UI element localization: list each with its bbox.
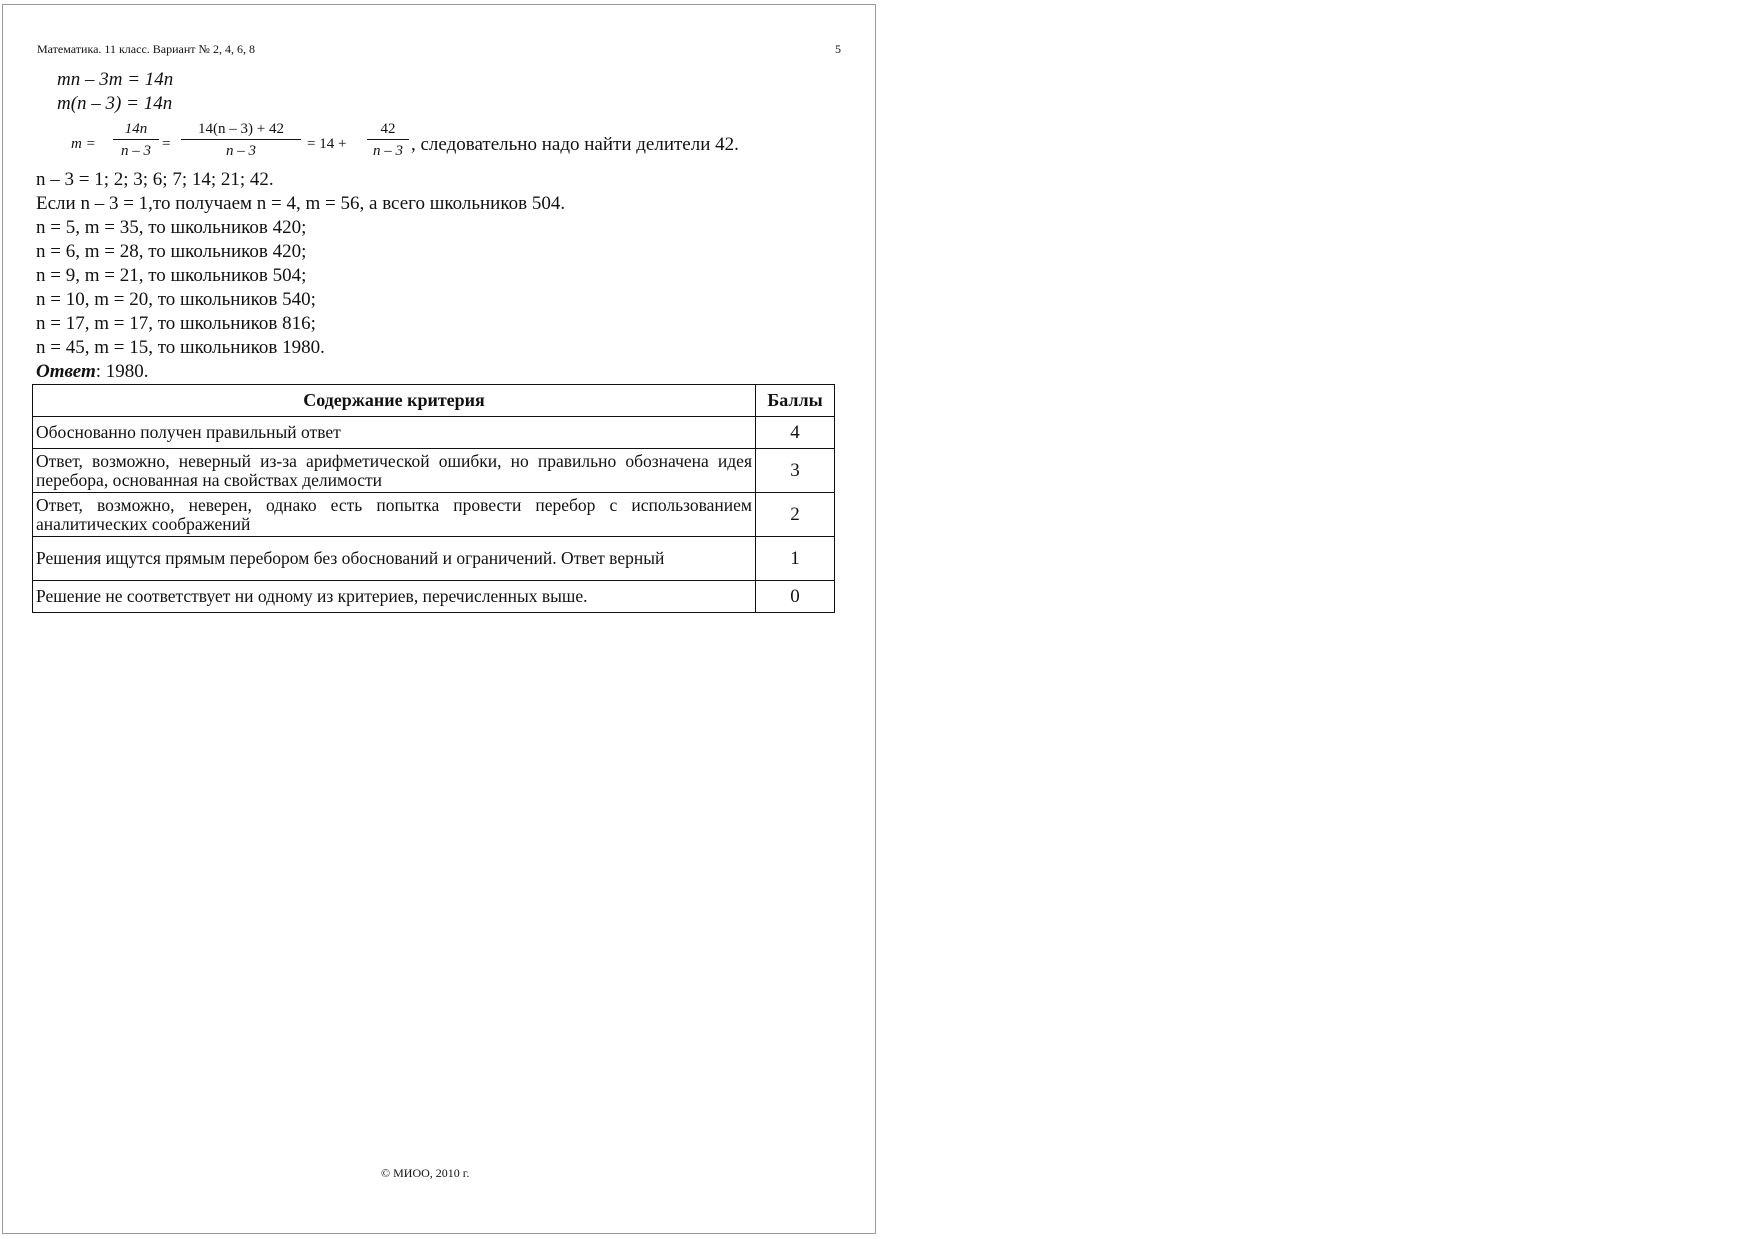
- fraction-3-numerator: 42: [367, 121, 409, 140]
- table-row: [33, 581, 835, 613]
- footer-copyright: © МИОО, 2010 г.: [381, 1166, 470, 1180]
- fraction-3: [367, 121, 409, 160]
- header-title: Математика. 11 класс. Вариант № 2, 4, 6, 8: [37, 42, 255, 56]
- criterion-points: 1: [756, 537, 835, 581]
- table-row: [33, 493, 835, 537]
- table-row: [33, 537, 835, 581]
- fraction-2-denominator: n – 3: [226, 143, 256, 159]
- answer-label: Ответ: [36, 361, 96, 382]
- case-line: n = 17, m = 17, то школьников 816;: [36, 313, 316, 334]
- fraction-1-denominator: n – 3: [121, 143, 151, 159]
- criterion-text: Ответ, возможно, неверный из-за арифметической ошибки, но правильно обозначена идея перебора, основанная на свойствах делимости: [33, 449, 756, 493]
- equation-m-label: m =: [71, 136, 96, 152]
- case-line: n = 45, m = 15, то школьников 1980.: [36, 337, 325, 358]
- table-row: [33, 449, 835, 493]
- table-row: [33, 417, 835, 449]
- case-line: n = 9, m = 21, то школьников 504;: [36, 265, 307, 286]
- header-points: Баллы: [756, 385, 835, 417]
- case-line: n = 5, m = 35, то школьников 420;: [36, 217, 307, 238]
- criterion-points: 3: [756, 449, 835, 493]
- fraction-1: [113, 121, 159, 160]
- fraction-1-numerator: 14n: [113, 121, 159, 140]
- criterion-text: Решения ищутся прямым перебором без обоснований и ограничений. Ответ верный: [33, 537, 756, 581]
- equation-1: mn – 3m = 14n: [57, 69, 174, 90]
- conclusion-text: , следовательно надо найти делители 42.: [411, 134, 739, 155]
- document-page: [2, 4, 876, 1234]
- answer-line: [36, 361, 149, 383]
- case-first: Если n – 3 = 1,то получаем n = 4, m = 56, а всего школьников 504.: [36, 193, 566, 214]
- header-criterion: Содержание критерия: [33, 385, 756, 417]
- criterion-text: Решение не соответствует ни одному из критериев, перечисленных выше.: [33, 581, 756, 613]
- case-line: n = 6, m = 28, то школьников 420;: [36, 241, 307, 262]
- page-number: 5: [835, 42, 841, 56]
- equation-2: m(n – 3) = 14n: [57, 93, 173, 114]
- equals-sign: =: [162, 136, 171, 152]
- criteria-table: [32, 384, 835, 613]
- table-header-row: [33, 385, 835, 417]
- fraction-3-denominator: n – 3: [373, 143, 403, 159]
- equals-14-plus: = 14 +: [307, 136, 347, 152]
- case-line: n = 10, m = 20, то школьников 540;: [36, 289, 316, 310]
- divisors-line: n – 3 = 1; 2; 3; 6; 7; 14; 21; 42.: [36, 169, 274, 190]
- fraction-2-numerator: 14(n – 3) + 42: [181, 121, 301, 140]
- criterion-points: 2: [756, 493, 835, 537]
- criterion-text: Обоснованно получен правильный ответ: [33, 417, 756, 449]
- criterion-points: 0: [756, 581, 835, 613]
- answer-value: : 1980.: [95, 361, 149, 382]
- criterion-text: Ответ, возможно, неверен, однако есть попытка провести перебор с использованием аналитических соображений: [33, 493, 756, 537]
- criterion-points: 4: [756, 417, 835, 449]
- fraction-2: [181, 121, 301, 160]
